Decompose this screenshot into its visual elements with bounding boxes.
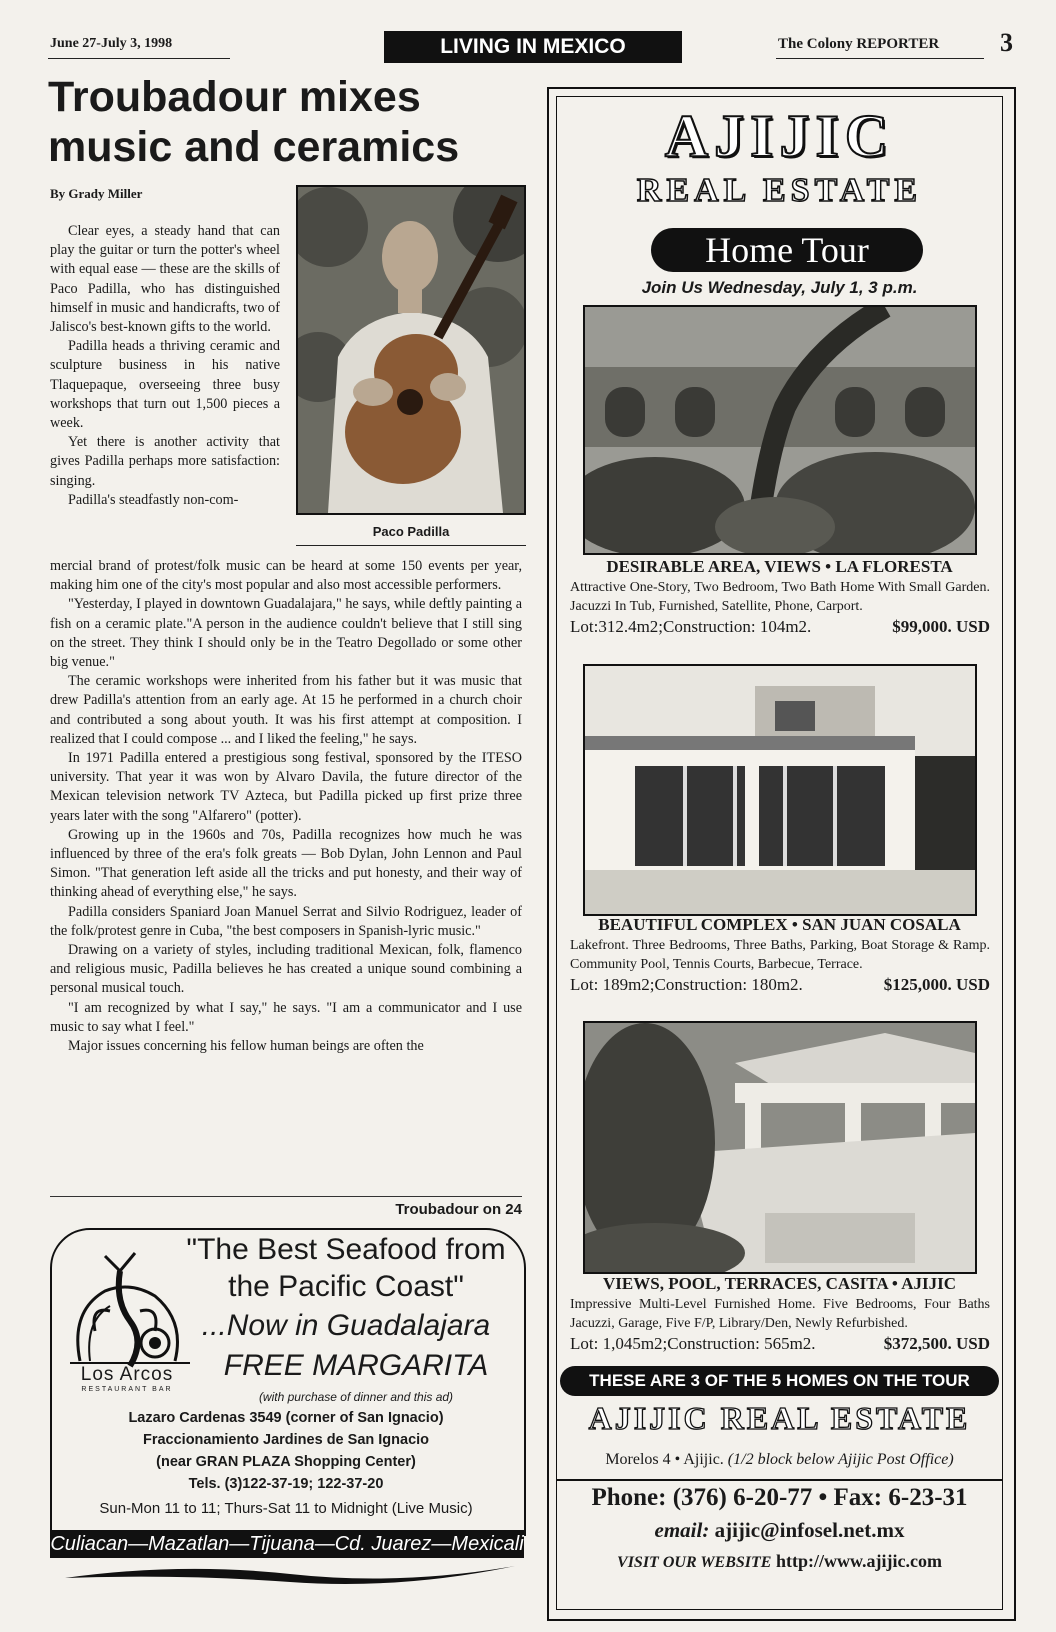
- continued-jump-line: Troubadour on 24: [395, 1201, 522, 1218]
- email-address: ajijic@infosel.net.mx: [714, 1518, 905, 1542]
- listing-description: Lakefront. Three Bedrooms, Three Baths, Parking, Boat Storage & Ramp. Community Pool, Tennis Courts, Barbecue, Terrace.: [570, 938, 990, 972]
- article-paragraph: In 1971 Padilla entered a prestigious song festival, sponsored by the ITESO university. That year it was won by Alvaro Davila, the future director of the Mexican television network TV Azteca, but Padilla picked up first prize three years later with the song "Alfarero" (potter).: [50, 750, 522, 824]
- headline-line-1: Troubadour mixes: [48, 73, 421, 121]
- header-rule-right: [776, 58, 984, 59]
- seafood-address-line: Lazaro Cardenas 3549 (corner of San Ignacio): [128, 1410, 444, 1426]
- listing-title: DESIRABLE AREA, VIEWS • LA FLORESTA: [606, 557, 953, 576]
- headline-line-2: music and ceramics: [48, 123, 460, 171]
- contact-divider: [556, 1479, 1003, 1481]
- courtyard-house-illustration: [585, 1023, 975, 1272]
- home-tour-badge: Home Tour: [651, 228, 923, 272]
- article-paragraph: "Yesterday, I played in downtown Guadalajara," he says, while deftly painting a fish on a ceramic plate."A person in the audience couldn't believe that I still sing on the street. They think I should only be in the Teatro Degollado or some other big venue.": [50, 596, 522, 671]
- listing-title: BEAUTIFUL COMPLEX • SAN JUAN COSALA: [598, 915, 961, 934]
- photo-paco-padilla: [296, 185, 526, 515]
- caption-rule: [296, 545, 526, 546]
- listing-price-row: [570, 1334, 990, 1354]
- issue-date: June 27-July 3, 1998: [50, 36, 173, 51]
- page-number: 3: [1000, 28, 1013, 57]
- restaurant-logo-subtitle: RESTAURANT BAR: [81, 1386, 173, 1393]
- guitarist-photo-illustration: [298, 187, 524, 513]
- article-paragraph: Padilla considers Spaniard Joan Manuel Serrat and Silvio Rodriguez, leader of the folk/protest genre in Cuba, "the best composers in Spanish-lyric music.": [50, 903, 522, 939]
- header-rule-left: [48, 58, 230, 59]
- ajijic-brand: AJIJIC: [664, 103, 895, 169]
- tour-invite: Join Us Wednesday, July 1, 3 p.m.: [641, 278, 918, 297]
- listing-price-row: [570, 617, 990, 637]
- address-note: (1/2 block below Ajijic Post Office): [727, 1451, 954, 1468]
- seafood-hours: Sun-Mon 11 to 11; Thurs-Sat 11 to Midnight (Live Music): [99, 1500, 473, 1517]
- byline: By Grady Miller: [50, 186, 143, 201]
- website-label: VISIT OUR WEBSITE: [617, 1554, 772, 1571]
- article-paragraph: Growing up in the 1960s and 70s, Padilla recognizes how much he was influenced by three of the era's folk greats — Bob Dylan, John Lennon and Paul Simon. "That generation left aside all the tricks and put honesty, and their way of thinking ahead of everything else," he says.: [50, 826, 522, 901]
- article-paragraph: The ceramic workshops were inherited from his father but it was music that drew Padilla's attention from an early age. At 15 he performed in a church choir and contributed a song about youth. It was his first attempt at composition. I realized that I could compose ... and I liked the feeling," he says.: [50, 673, 522, 747]
- listing-photo-ajijic: [583, 1021, 977, 1274]
- real-estate-subtitle: REAL ESTATE: [636, 172, 923, 209]
- tour-homes-note: THESE ARE 3 OF THE 5 HOMES ON THE TOUR: [560, 1366, 999, 1396]
- email-label: email:: [654, 1518, 710, 1542]
- newspaper-name: The Colony REPORTER: [778, 36, 940, 52]
- listing-price-row: [570, 975, 990, 995]
- section-banner: LIVING IN MEXICO: [384, 31, 682, 63]
- listing-specs: Lot:312.4m2;Construction: 104m2.: [570, 617, 812, 636]
- listing-price: $372,500. USD: [883, 1334, 990, 1353]
- seafood-slogan-line-1: "The Best Seafood from: [186, 1233, 506, 1266]
- listing-photo-la-floresta: [583, 305, 977, 555]
- seafood-address-line: Fraccionamiento Jardines de San Ignacio: [142, 1432, 430, 1448]
- listing-title: VIEWS, POOL, TERRACES, CASITA • AJIJIC: [603, 1274, 956, 1293]
- seafood-slogan-line-2: the Pacific Coast": [228, 1270, 464, 1303]
- wave-swash-icon: [60, 1560, 520, 1590]
- email-line: [556, 1518, 1003, 1543]
- listing-specs: Lot: 189m2;Construction: 180m2.: [570, 975, 803, 994]
- garden-house-illustration: [585, 307, 975, 553]
- complex-house-illustration: [585, 666, 975, 914]
- article-body-wide: [50, 557, 522, 1056]
- article-paragraph: Yet there is another activity that gives Padilla perhaps more satisfaction: singing.: [50, 434, 280, 489]
- ajijic-real-estate-brand: AJIJIC REAL ESTATE: [588, 1400, 971, 1436]
- listing-description: Attractive One-Story, Two Bedroom, Two Bath Home With Small Garden. Jacuzzi In Tub, Furnished, Satellite, Phone, Carport.: [570, 580, 990, 614]
- article-paragraph: Drawing on a variety of styles, including traditional Mexican, folk, flamenco and religious music, Padilla believes he has created a unique sound combining a personal musical touch.: [50, 942, 522, 997]
- seafood-location-line: ...Now in Guadalajara: [201, 1309, 491, 1342]
- article-paragraph: "I am recognized by what I say," he says. "I am a communicator and I use music to say what I feel.": [50, 999, 522, 1035]
- offer-conditions: (with purchase of dinner and this ad): [258, 1390, 454, 1404]
- seafood-address-line: (near GRAN PLAZA Shopping Center): [156, 1454, 416, 1470]
- listing-description: Impressive Multi-Level Furnished Home. Five Bedrooms, Four Baths Jacuzzi, Garage, Five F/P, Library/Den, Newly Refurbished.: [570, 1297, 990, 1331]
- article-paragraph: Major issues concerning his fellow human beings are often the: [68, 1038, 424, 1055]
- free-margarita-offer: FREE MARGARITA: [223, 1349, 489, 1382]
- article-paragraph: Padilla heads a thriving ceramic and sculpture business in his native Tlaquepaque, overseeing three busy workshops that turn out 1,500 pieces a week.: [50, 338, 280, 432]
- agency-address: [556, 1451, 1003, 1469]
- article-paragraph: Clear eyes, a steady hand that can play the guitar or turn the potter's wheel with equal ease — these are the skills of Paco Padilla, who has distinguished himself in music and handicrafts, two of Jalisco's best-known gifts to the world.: [50, 223, 280, 336]
- phone-fax: Phone: (376) 6-20-77 • Fax: 6-23-31: [591, 1484, 968, 1511]
- listing-specs: Lot: 1,045m2;Construction: 565m2.: [570, 1334, 816, 1353]
- jump-rule: [50, 1196, 522, 1197]
- article-paragraph: mercial brand of protest/folk music can be heard at some 150 events per year, making him one of the city's most popular and also most accessible performers.: [50, 558, 522, 594]
- address-text: Morelos 4 • Ajijic.: [605, 1451, 724, 1468]
- listing-price: $125,000. USD: [883, 975, 990, 994]
- listing-price: $99,000. USD: [892, 617, 990, 636]
- website-line: [556, 1551, 1003, 1572]
- listing-photo-san-juan-cosala: [583, 664, 977, 916]
- restaurant-logo-name: Los Arcos: [80, 1364, 174, 1385]
- article-body-narrow: [50, 222, 280, 510]
- article-headline: [48, 72, 528, 172]
- article-paragraph: Padilla's steadfastly non-com-: [68, 491, 239, 508]
- website-url: http://www.ajijic.com: [775, 1551, 942, 1571]
- seafood-phone-line: Tels. (3)122-37-19; 122-37-20: [188, 1476, 384, 1492]
- seafood-cities-bar: Culiacan—Mazatlan—Tijuana—Cd. Juarez—Mexicali: [50, 1530, 524, 1558]
- photo-caption: Paco Padilla: [372, 524, 450, 539]
